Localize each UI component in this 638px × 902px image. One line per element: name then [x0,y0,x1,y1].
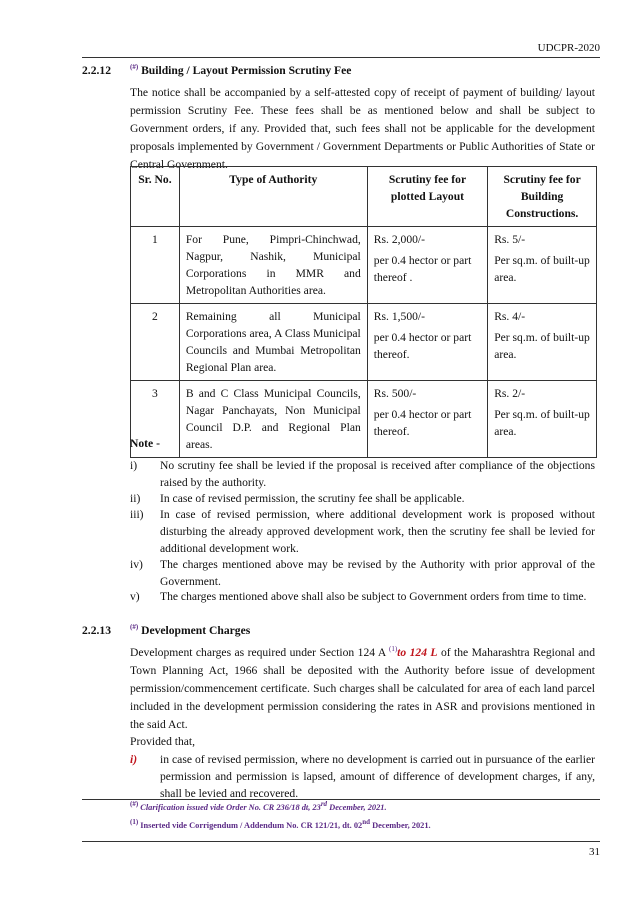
proviso-text: in case of revised permission, where no development is carried out in pursuance of the earlier permission and permission is lapsed, amount of difference of development charges, if any, shall be levied and recovered. [160,753,595,800]
row-authority: B and C Class Municipal Councils, Nagar Panchayats, Non Municipal Council D.P. and Regional Plan areas. [179,381,367,458]
row-building-fee [488,304,597,381]
note-text: The charges mentioned above shall also be subject to Government orders from time to time. [160,590,587,603]
footnote-text-a: Clarification issued vide Order No. CR 236/18 dt, 23 [138,803,321,812]
row-plot-fee [367,304,487,381]
building-amount: Rs. 4/- [494,310,526,323]
footnote-text-b: December, 2021. [327,803,387,812]
note-marker: iv) [130,558,143,571]
table-row [131,381,597,458]
footnote-ordinal: rd [320,800,328,809]
footnote-text-b: December, 2021. [370,821,431,830]
note-item [130,556,595,590]
section-number-2-2-13: 2.2.13 [82,624,111,637]
building-unit: Per sq.m. of built-up area. [494,331,590,361]
section-title-text: Development Charges [141,624,251,637]
plot-unit: per 0.4 hector or part thereof. [373,331,472,361]
note-marker: ii) [130,492,141,505]
building-amount: Rs. 2/- [494,387,526,400]
section-title-2-2-12 [130,64,351,77]
table-row [131,227,597,304]
note-heading: Note - [130,437,160,450]
building-unit: Per sq.m. of built-up area. [494,408,590,438]
note-marker: v) [130,590,140,603]
provided-that: Provided that, [130,735,196,748]
document-code: UDCPR-2020 [537,42,600,54]
plot-amount: Rs. 1,500/- [373,310,425,323]
note-text: No scrutiny fee shall be levied if the proposal is received after compliance of the objections raised by the authority. [160,459,595,489]
plot-amount: Rs. 2,000/- [373,233,425,246]
inserted-text: to 124 L [397,646,438,659]
footnote-corrigendum [130,818,431,830]
note-item [130,588,595,605]
proviso-marker: i) [130,753,138,766]
note-item [130,457,595,491]
scrutiny-fee-intro: The notice shall be accompanied by a self-attested copy of receipt of payment of building/ layout permission Scrutiny Fee. These fees shall be as mentioned below and shall be subject to Government orders, if any. Provided that, such fees shall not be applicable for the development proposals implemented by Government / Government Departments or Public Authorities of State or Central Government. [130,86,595,171]
para-rest: of the Maharashtra Regional and Town Planning Act, 1966 shall be deposited with the Authority before issue of development permission/commencement certificate. Such charges shall be calculated for area of each land parcel included in the development permission considering the rates in ASR and provisions mentioned in the said Act. [130,646,595,731]
page-number: 31 [589,846,600,858]
row-authority: Remaining all Municipal Corporations area, A Class Municipal Councils and Mumbai Metropolitan Regional Plan area. [179,304,367,381]
footnote-ordinal: nd [362,818,371,827]
building-amount: Rs. 5/- [494,233,526,246]
section-title-2-2-13 [130,624,250,637]
note-text: The charges mentioned above may be revised by the Authority with prior approval of the Government. [160,558,595,588]
row-building-fee [488,227,597,304]
row-authority: For Pune, Pimpri-Chinchwad, Nagpur, Nashik, Municipal Corporations in MMR and Metropolitan Authorities area. [179,227,367,304]
row-plot-fee [367,381,487,458]
note-item [130,490,595,507]
plot-unit: per 0.4 hector or part thereof. [373,408,472,438]
table-row [131,304,597,381]
row-sr: 3 [131,381,180,458]
scrutiny-fee-table [130,166,597,458]
building-unit: Per sq.m. of built-up area. [494,254,590,284]
row-sr: 1 [131,227,180,304]
footnote-mark: (#) [130,800,139,809]
plot-amount: Rs. 500/- [373,387,417,400]
footnote-text-a: Inserted vide Corrigendum / Addendum No. CR 121/21, dt. 02 [138,821,363,830]
clarification-mark: (#) [130,63,139,72]
section-number-2-2-12: 2.2.12 [82,64,111,77]
footnote-clarification [130,800,387,812]
note-text: In case of revised permission, the scrutiny fee shall be applicable. [160,492,465,505]
clarification-mark: (#) [130,623,139,632]
footnote-mark: (1) [130,818,139,827]
proviso-item [130,751,595,802]
note-marker: i) [130,459,138,472]
header-building: Scrutiny fee for Building Constructions. [488,167,597,227]
header-authority: Type of Authority [179,167,367,227]
note-text: In case of revised permission, where additional development work is proposed without disturbing the already approved development work, then the scrutiny fee shall be levied for additional development work. [160,508,595,555]
development-charges-paragraph [130,644,595,734]
row-sr: 2 [131,304,180,381]
row-building-fee [488,381,597,458]
footer-rule [82,841,600,842]
section-title-text: Building / Layout Permission Scrutiny Fee [141,64,352,77]
header-plotted-layout: Scrutiny fee for plotted Layout [367,167,487,227]
row-plot-fee [367,227,487,304]
header-sr-no: Sr. No. [131,167,180,227]
para-start: Development charges as required under Section 124 A [130,646,389,659]
note-marker: iii) [130,508,144,521]
insertion-mark: (1) [389,645,398,654]
header-rule [82,57,600,58]
footnote-rule [82,799,600,800]
plot-unit: per 0.4 hector or part thereof . [373,254,472,284]
note-item [130,506,595,557]
table-header-row [131,167,597,227]
